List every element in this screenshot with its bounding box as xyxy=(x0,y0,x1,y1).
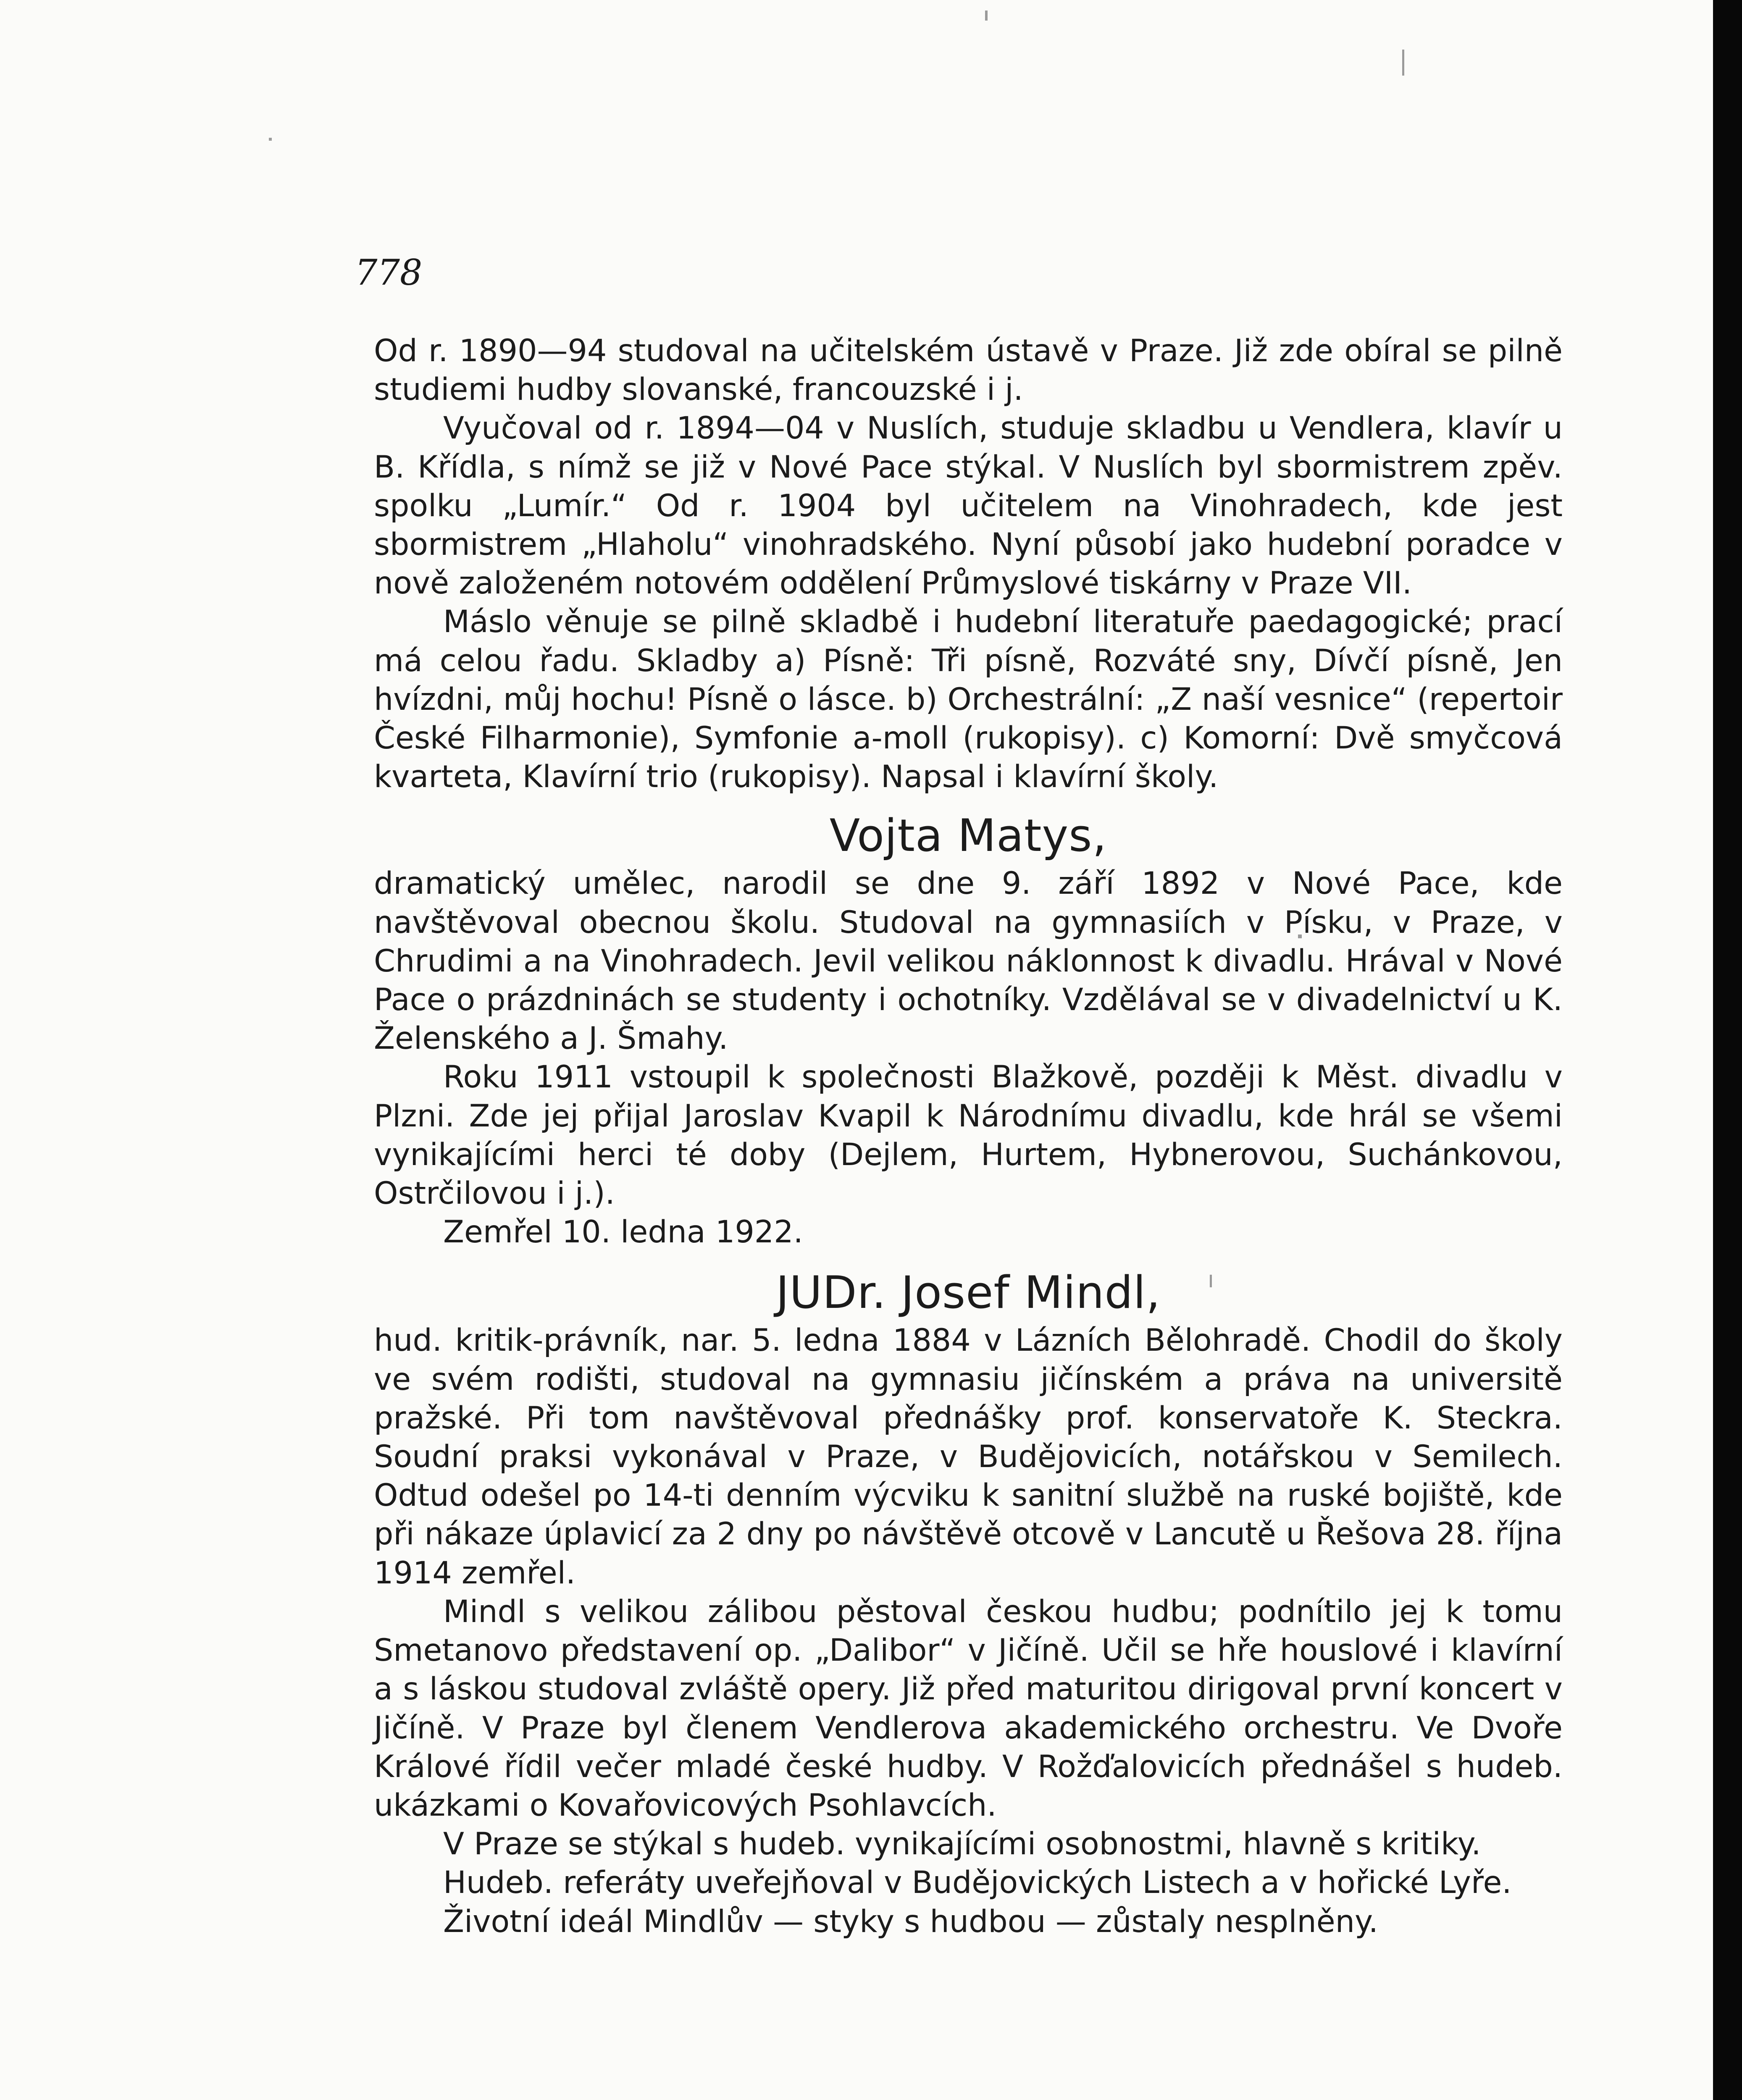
paragraph: dramatický umělec, narodil se dne 9. září 1892 v Nové Pace, kde navštěvoval obecnou školu. Studoval na gymnasiích v Písku, v Praze, v Chrudimi a na Vinohradech. Jevil velikou náklonnost k divadlu. Hrával v Nové Pace o prázdninách se studenty i ochotníky. Vzdělával se v divadelnictví u K. Želenského a J. Šmahy. xyxy=(374,866,1563,1057)
paragraph: hud. kritik-právník, nar. 5. ledna 1884 v Lázních Bělohradě. Chodil do školy ve svém rodišti, studoval na gymnasiu jičínském a práva na universitě pražské. Při tom navštěvoval přednášky prof. konservatoře K. Steckra. Soudní praksi vykonával v Praze, v Budějovicích, notářskou v Semilech. Odtud odešel po 14-ti denním výcviku k sanitní službě na ruské bojiště, kde při nákaze úplavicí za 2 dny po návštěvě otcově v Lancutě u Řešova 28. října 1914 zemřel. xyxy=(374,1323,1563,1591)
scan-speck xyxy=(269,138,272,141)
paragraph: Zemřel 10. ledna 1922. xyxy=(443,1214,803,1250)
paragraph: Od r. 1890—94 studoval na učitelském ústavě v Praze. Již zde obíral se pilně studiemi hudby slovanské, francouzské i j. xyxy=(374,333,1563,408)
text-body xyxy=(374,332,1563,1941)
scan-speck xyxy=(985,10,988,21)
paragraph: Roku 1911 vstoupil k společnosti Blažkově, později k Měst. divadlu v Plzni. Zde jej přijal Jaroslav Kvapil k Národnímu divadlu, kde hrál se všemi vynikajícími herci té doby (Dejlem, Hurtem, Hybnerovou, Suchánkovou, Ostrčilovou i j.). xyxy=(374,1059,1563,1212)
section-heading-matys: Vojta Matys, xyxy=(829,810,1107,862)
scan-border xyxy=(1713,0,1742,2100)
paragraph: Hudeb. referáty uveřejňoval v Budějovických Listech a v hořické Lyře. xyxy=(443,1865,1512,1901)
paragraph: Životní ideál Mindlův — styky s hudbou — zůstaly nesplněny. xyxy=(443,1903,1378,1940)
paragraph: Mindl s velikou zálibou pěstoval českou hudbu; podnítilo jej k tomu Smetanovo představení op. „Dalibor“ v Jičíně. Učil se hře houslové i klavírní a s láskou studoval zvláště opery. Již před maturitou dirigoval první koncert v Jičíně. V Praze byl členem Vendlerova akademického orchestru. Ve Dvoře Králové řídil večer mladé české hudby. V Rožďalovicích přednášel s hudeb. ukázkami o Kovařovicových Psohlavcích. xyxy=(374,1593,1563,1823)
paragraph: V Praze se stýkal s hudeb. vynikajícími osobnostmi, hlavně s kritiky. xyxy=(443,1826,1481,1862)
scan-speck xyxy=(1402,50,1404,76)
page-number: 778 xyxy=(355,252,423,293)
paragraph: Vyučoval od r. 1894—04 v Nuslích, studuje skladbu u Vendlera, klavír u B. Křídla, s nímž se již v Nové Pace stýkal. V Nuslích byl sbormistrem zpěv. spolku „Lumír.“ Od r. 1904 byl učitelem na Vinohradech, kde jest sbormistrem „Hlaholu“ vinohradského. Nyní působí jako hudební poradce v nově založeném notovém oddělení Průmyslové tiskárny v Praze VII. xyxy=(374,410,1563,601)
section-heading-mindl: JUDr. Josef Mindl, xyxy=(776,1267,1161,1319)
paragraph: Máslo věnuje se pilně skladbě i hudební literatuře paedagogické; prací má celou řadu. Skladby a) Písně: Tři písně, Rozváté sny, Dívčí písně, Jen hvízdni, můj hochu! Písně o lásce. b) Orchestrální: „Z naší vesnice“ (repertoir České Filharmonie), Symfonie a-moll (rukopisy). c) Komorní: Dvě smyčcová kvarteta, Klavírní trio (rukopisy). Napsal i klavírní školy. xyxy=(374,604,1563,795)
